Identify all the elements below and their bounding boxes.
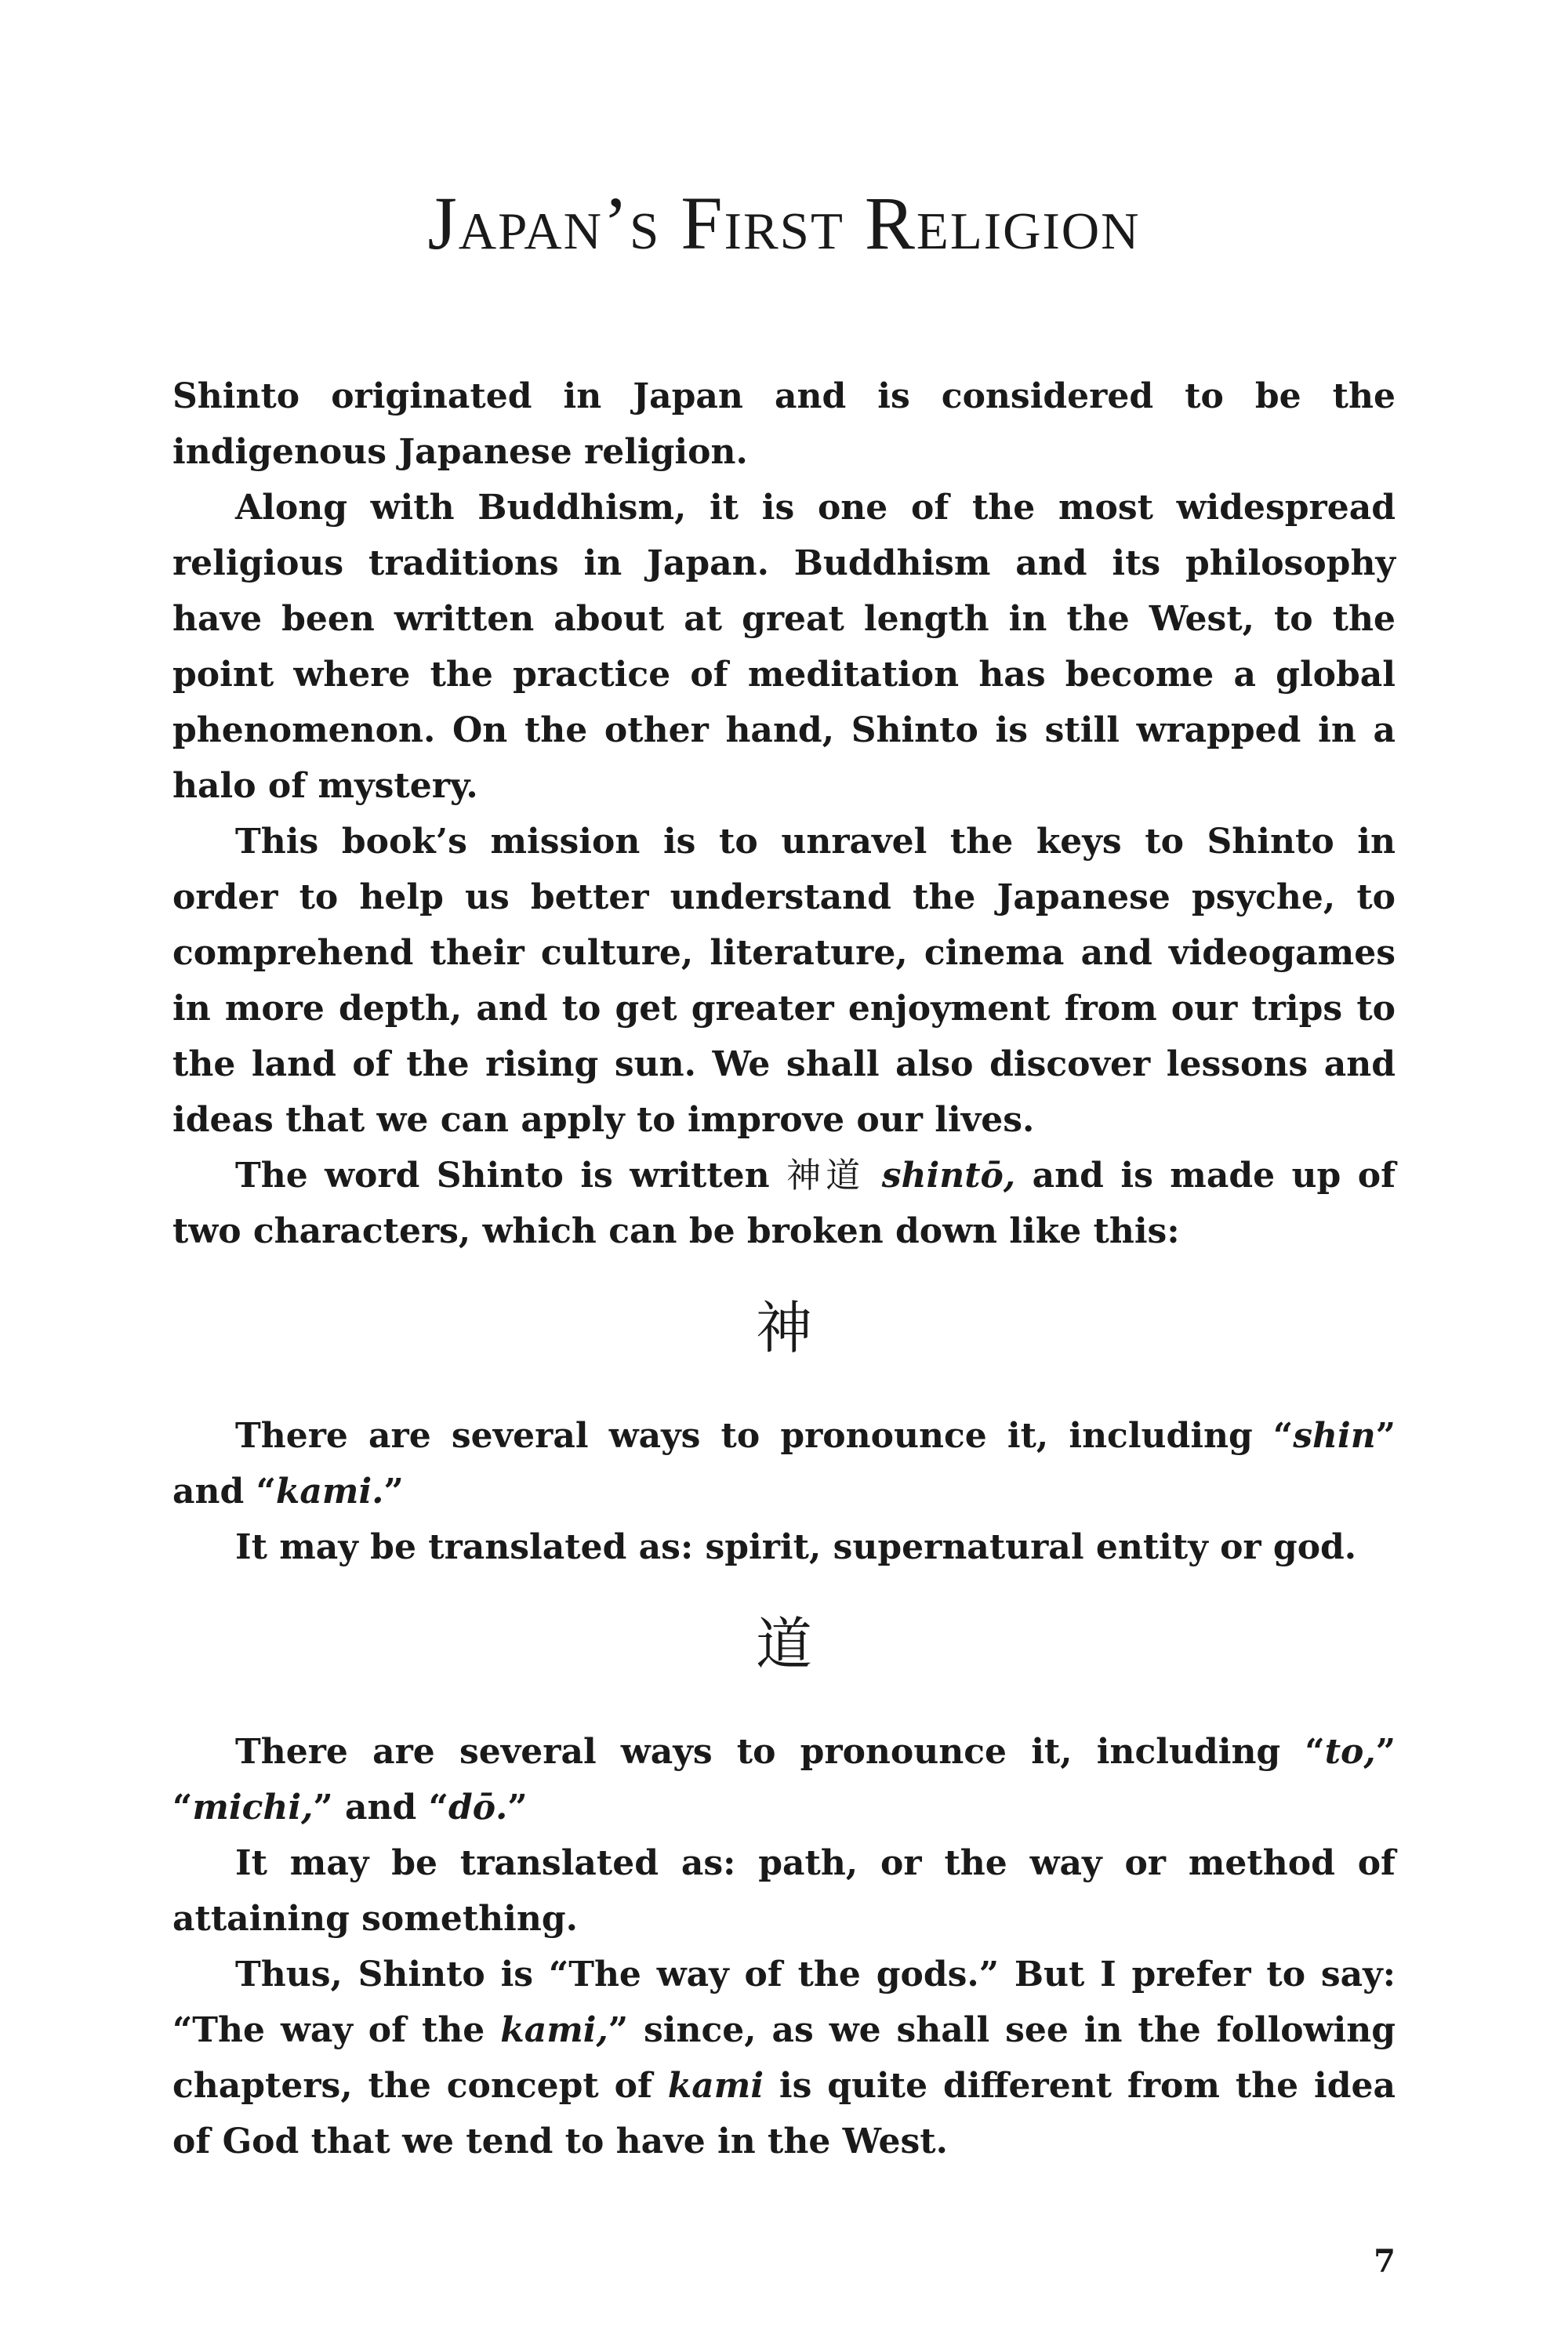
page-title: Japan’s First Religion xyxy=(427,181,1141,265)
page-number: 7 xyxy=(1374,2243,1396,2280)
pronunciation: kami. xyxy=(275,1472,384,1512)
kami-term: kami xyxy=(667,2066,764,2106)
paragraph-mission: This book’s mission is to unravel the keys to Shinto in order to help us better understand the Japanese psyche, to comprehend their culture, literature, cinema and videogames in more depth, and to get greater enjoyment from our trips to the land of the rising sun. We shall also discover lessons and ideas that we can apply to improve our lives. xyxy=(172,822,1396,1140)
text-segment: Thus, Shinto is “The way of the gods.” But I prefer to say: “The way of the xyxy=(172,1955,1396,2050)
pronunciation: michi, xyxy=(192,1788,314,1828)
paragraph-pronunciation-shin xyxy=(172,1408,1396,1519)
pronunciation: to, xyxy=(1324,1732,1376,1772)
paragraph-word-shinto xyxy=(172,1148,1396,1259)
text-segment: is quite different from the idea of God that we tend to have in the West. xyxy=(172,2066,1396,2161)
inline-kanji: 神道 xyxy=(786,1156,866,1196)
paragraph-buddhism: Along with Buddhism, it is one of the most widespread religious traditions in Japan. Buddhism and its philosophy have been written about at great length in the West, to the point where the practice of meditation has become a global phenomenon. On the other hand, Shinto is still wrapped in a halo of mystery. xyxy=(172,488,1396,806)
text-segment: ” xyxy=(383,1472,404,1512)
kami-term: kami, xyxy=(500,2010,608,2050)
paragraph-pronunciation-michi xyxy=(172,1724,1396,1835)
romanization: shintō, xyxy=(881,1156,1016,1196)
text-segment: and is made up of two characters, which can be broken down like this: xyxy=(172,1156,1396,1251)
paragraph-intro: Shinto originated in Japan and is considered to be the indigenous Japanese religion. xyxy=(172,376,1396,472)
text-segment: ” and “ xyxy=(313,1788,448,1828)
text-segment: ” xyxy=(507,1788,528,1828)
text-segment: ” “ xyxy=(172,1732,1396,1828)
text-segment: The word Shinto is written xyxy=(235,1156,787,1196)
pronunciation: shin xyxy=(1293,1416,1376,1456)
kanji-heading-shin: 神 xyxy=(755,1295,812,1361)
paragraph-translation-shin: It may be translated as: spirit, supernatural entity or god. xyxy=(235,1527,1357,1567)
pronunciation: dō. xyxy=(448,1788,508,1828)
text-segment: There are several ways to pronounce it, including “ xyxy=(235,1416,1294,1456)
text-segment: ” since, as we shall see in the following chapters, the concept of xyxy=(172,2010,1396,2106)
paragraph-conclusion xyxy=(172,1947,1396,2169)
text-segment: There are several ways to pronounce it, including “ xyxy=(235,1732,1325,1772)
text-segment: ” and “ xyxy=(172,1416,1396,1512)
paragraph-translation-michi: It may be translated as: path, or the way or method of attaining something. xyxy=(172,1843,1396,1939)
page-body xyxy=(172,368,1396,2169)
kanji-heading-michi: 道 xyxy=(755,1611,812,1677)
